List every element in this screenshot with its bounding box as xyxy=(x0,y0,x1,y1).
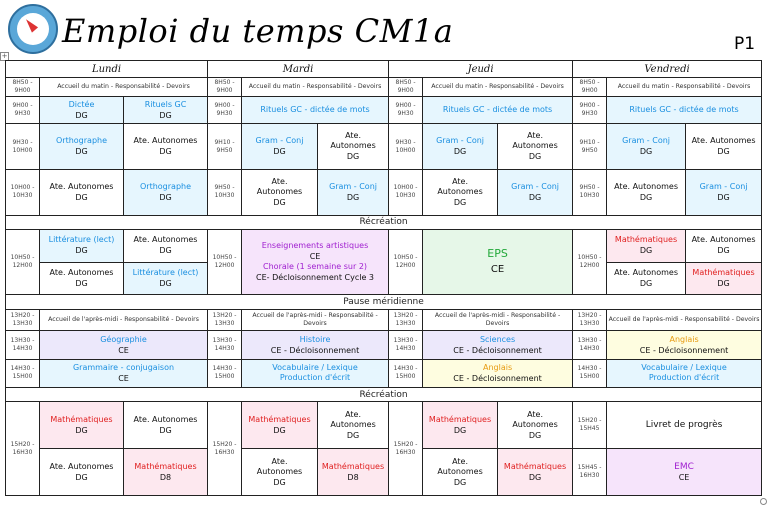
lesson-cell: Rituels GC - dictée de mots xyxy=(607,96,762,123)
subject: Grammaire - conjugaison xyxy=(72,362,175,372)
subject: Ate. Autonomes xyxy=(49,181,114,191)
table-row xyxy=(6,309,762,331)
lesson-cell xyxy=(686,124,762,170)
subject: Mathématiques xyxy=(50,414,113,424)
subject: Ate. Autonomes xyxy=(133,136,198,146)
lesson-cell xyxy=(124,449,208,496)
subject: Autonomes xyxy=(330,419,376,429)
lesson-cell xyxy=(607,359,762,387)
teacher: DG xyxy=(453,425,467,435)
lesson-cell xyxy=(318,124,389,170)
time-cell: 13H30 - 14H30 xyxy=(6,331,40,359)
time-cell: 9H00 - 9H30 xyxy=(208,96,242,123)
lesson-cell xyxy=(607,170,686,216)
time-cell: 13H20 - 13H30 xyxy=(208,309,242,331)
subject: Production d'écrit xyxy=(279,373,351,383)
lesson-cell xyxy=(124,402,208,449)
teacher: DG xyxy=(159,246,172,256)
teacher: DG xyxy=(717,246,730,256)
teacher: DG xyxy=(528,430,542,440)
subject: Ate. Autonomes xyxy=(691,235,756,245)
teacher: DG xyxy=(159,147,172,157)
teacher: DG xyxy=(528,192,542,202)
subject: Ate. Autonomes xyxy=(133,235,198,245)
table-row xyxy=(6,78,762,97)
teacher: DG xyxy=(75,472,88,482)
teacher: DG xyxy=(453,197,467,207)
subject: Histoire xyxy=(299,334,331,344)
lesson-cell xyxy=(124,96,208,123)
subject: Gram - Conj xyxy=(622,136,671,146)
subject: Rituels GC xyxy=(144,99,187,109)
page-number: P1 xyxy=(734,34,756,54)
header xyxy=(0,0,768,60)
accueil-cell: Accueil de l'après-midi - Responsabilité - Devoirs xyxy=(607,309,762,331)
subject: Autonomes xyxy=(512,419,558,429)
teacher: DG xyxy=(528,152,542,162)
time-cell: 8H50 - 9H00 xyxy=(208,78,242,97)
time-cell: 10H50 - 12H00 xyxy=(389,229,423,294)
time-cell: 9H50 - 10H30 xyxy=(573,170,607,216)
subject: Anglais xyxy=(482,362,513,372)
time-cell: 14H30 - 15H00 xyxy=(208,359,242,387)
time-cell: 8H50 - 9H00 xyxy=(573,78,607,97)
teacher: DG xyxy=(75,110,88,120)
teacher: DG xyxy=(75,192,88,202)
lesson-cell xyxy=(242,331,389,359)
subject: Ate. xyxy=(271,176,288,186)
accueil-cell: Accueil de l'après-midi - Responsabilité - Devoirs xyxy=(423,309,573,331)
lesson-cell xyxy=(40,170,124,216)
break-row xyxy=(6,215,762,229)
subject: Livret de progrès xyxy=(645,420,723,431)
time-cell: 9H50 - 10H30 xyxy=(208,170,242,216)
time-cell: 13H30 - 14H30 xyxy=(208,331,242,359)
lesson-cell xyxy=(423,170,498,216)
day-header-jeudi: Jeudi xyxy=(389,61,573,78)
subject: Autonomes xyxy=(512,141,558,151)
time-cell: 13H20 - 13H30 xyxy=(573,309,607,331)
lesson-cell xyxy=(124,124,208,170)
table-row xyxy=(6,124,762,170)
subject: Ate. xyxy=(527,409,544,419)
time-cell: 15H20 - 16H30 xyxy=(389,402,423,496)
lesson-cell xyxy=(40,262,124,295)
teacher: DG xyxy=(453,477,467,487)
table-move-handle-icon[interactable]: + xyxy=(1,52,8,60)
time-cell: 15H45 - 16H30 xyxy=(573,449,607,496)
teacher: DG xyxy=(346,192,360,202)
time-cell: 9H10 - 9H50 xyxy=(208,124,242,170)
teacher: DG xyxy=(75,279,88,288)
teacher: CE - Décloisonnement xyxy=(639,345,729,355)
day-header-mardi: Mardi xyxy=(208,61,389,78)
lesson-cell xyxy=(423,402,498,449)
table-row xyxy=(6,170,762,216)
subject: Mathématiques xyxy=(692,268,755,277)
subject: Ate. xyxy=(452,456,469,466)
accueil-cell: Accueil du matin - Responsabilité - Devoirs xyxy=(423,78,573,97)
teacher: CE - Décloisonnement xyxy=(453,373,542,383)
time-cell: 15H20 - 16H30 xyxy=(208,402,242,496)
teacher: DG xyxy=(346,430,360,440)
table-row xyxy=(6,359,762,387)
subject: Gram - Conj xyxy=(511,181,560,191)
subject: Gram - Conj xyxy=(329,181,377,191)
time-cell: 13H30 - 14H30 xyxy=(573,331,607,359)
lesson-cell xyxy=(423,449,498,496)
subject: Ate. Autonomes xyxy=(133,414,198,424)
table-resize-handle[interactable] xyxy=(760,498,767,505)
time-cell: 13H30 - 14H30 xyxy=(389,331,423,359)
lesson-cell xyxy=(686,229,762,262)
teacher: DG xyxy=(273,425,286,435)
teacher: DG xyxy=(75,425,88,435)
teacher: CE- Décloisonnement Cycle 3 xyxy=(256,273,375,283)
lesson-cell xyxy=(242,359,389,387)
lesson-cell: Rituels GC - dictée de mots xyxy=(242,96,389,123)
teacher: DG xyxy=(75,147,88,157)
subject: Littérature (lect) xyxy=(48,235,115,245)
subject: Ate. Autonomes xyxy=(49,461,114,471)
time-cell: 9H30 - 10H00 xyxy=(389,124,423,170)
accueil-cell: Accueil de l'après-midi - Responsabilité - Devoirs xyxy=(40,309,208,331)
time-cell: 8H50 - 9H00 xyxy=(389,78,423,97)
subject: Sciences xyxy=(479,334,516,344)
page-title: Emploi du temps CM1a xyxy=(62,12,454,50)
time-cell: 14H30 - 15H00 xyxy=(573,359,607,387)
pause-label: Pause méridienne xyxy=(6,295,762,309)
lesson-cell xyxy=(40,449,124,496)
table-row xyxy=(6,449,762,496)
teacher: DG xyxy=(273,477,286,487)
subject: Orthographe xyxy=(139,181,192,191)
time-cell: 14H30 - 15H00 xyxy=(389,359,423,387)
teacher: DG xyxy=(639,192,653,202)
lesson-cell xyxy=(40,331,208,359)
lesson-cell xyxy=(607,124,686,170)
subject: Gram - Conj xyxy=(436,136,485,146)
time-cell: 10H50 - 12H00 xyxy=(6,229,40,294)
teacher: DG xyxy=(528,472,542,482)
teacher: CE xyxy=(309,252,321,262)
time-cell: 15H20 - 16H30 xyxy=(6,402,40,496)
lesson-cell xyxy=(423,229,573,294)
teacher: CE - Décloisonnement xyxy=(270,345,360,355)
day-header-lundi: Lundi xyxy=(6,61,208,78)
subject: Dictée xyxy=(68,99,95,109)
teacher: DG xyxy=(159,425,172,435)
lesson-cell xyxy=(124,170,208,216)
lesson-cell xyxy=(318,170,389,216)
subject: Ate. xyxy=(527,131,544,141)
lesson-cell xyxy=(124,229,208,262)
subject: Autonomes xyxy=(330,141,376,151)
accueil-cell: Accueil du matin - Responsabilité - Devoirs xyxy=(607,78,762,97)
recreation-label: Récréation xyxy=(6,215,762,229)
lesson-cell xyxy=(607,331,762,359)
table-row xyxy=(6,96,762,123)
subject: Mathématiques xyxy=(248,414,311,424)
subject: Vocabulaire / Lexique xyxy=(272,363,358,373)
teacher: DG xyxy=(717,279,730,288)
subject: Chorale (1 semaine sur 2) xyxy=(263,262,368,272)
subject: Autonomes xyxy=(437,466,483,476)
subject: Ate. xyxy=(345,409,361,419)
lesson-cell xyxy=(498,449,573,496)
subject: Orthographe xyxy=(55,136,108,146)
lesson-cell xyxy=(242,449,318,496)
time-cell: 10H00 - 10H30 xyxy=(6,170,40,216)
lesson-cell xyxy=(40,96,124,123)
teacher: DG xyxy=(159,279,172,288)
lesson-cell xyxy=(242,402,318,449)
subject: Autonomes xyxy=(437,186,483,196)
subject: Anglais xyxy=(669,334,699,344)
subject: EMC xyxy=(674,461,694,472)
time-cell: 14H30 - 15H00 xyxy=(6,359,40,387)
table-row xyxy=(6,331,762,359)
lesson-cell xyxy=(242,170,318,216)
subject: EPS xyxy=(487,247,508,261)
teacher: CE xyxy=(118,373,129,383)
table-row xyxy=(6,402,762,449)
subject: Ate. Autonomes xyxy=(49,268,114,277)
lesson-cell: Rituels GC - dictée de mots xyxy=(423,96,573,123)
lesson-cell xyxy=(40,124,124,170)
lesson-cell xyxy=(423,359,573,387)
time-cell: 13H20 - 13H30 xyxy=(6,309,40,331)
teacher: DG xyxy=(717,147,730,157)
time-cell: 13H20 - 13H30 xyxy=(389,309,423,331)
subject: Mathématiques xyxy=(134,461,197,471)
subject: Production d'écrit xyxy=(648,373,720,383)
teacher: CE xyxy=(118,345,129,355)
subject: Autonomes xyxy=(256,466,303,476)
time-cell: 15H20 - 15H45 xyxy=(573,402,607,449)
day-header-row xyxy=(6,61,762,78)
teacher: DG xyxy=(273,147,286,157)
teacher: CE xyxy=(490,264,505,276)
lesson-cell xyxy=(40,229,124,262)
time-cell: 8H50 - 9H00 xyxy=(6,78,40,97)
teacher: CE xyxy=(678,472,690,482)
teacher: D8 xyxy=(159,472,172,482)
subject: Mathématiques xyxy=(321,461,385,471)
teacher: DG xyxy=(639,147,653,157)
subject: Ate. Autonomes xyxy=(614,181,678,191)
lesson-cell xyxy=(242,229,389,294)
teacher: DG xyxy=(717,192,730,202)
lesson-cell xyxy=(607,402,762,449)
time-cell: 10H50 - 12H00 xyxy=(208,229,242,294)
lesson-cell xyxy=(318,402,389,449)
subject: Autonomes xyxy=(256,186,303,196)
lesson-cell xyxy=(686,170,762,216)
lesson-cell xyxy=(498,124,573,170)
teacher: DG xyxy=(453,147,467,157)
lesson-cell xyxy=(607,229,686,262)
break-row xyxy=(6,388,762,402)
lesson-cell xyxy=(242,124,318,170)
table-row xyxy=(6,229,762,262)
lesson-cell xyxy=(40,359,208,387)
accueil-cell: Accueil de l'après-midi - Responsabilité - Devoirs xyxy=(242,309,389,331)
subject: Mathématiques xyxy=(503,461,567,471)
lesson-cell xyxy=(40,402,124,449)
lesson-cell xyxy=(318,449,389,496)
accueil-cell: Accueil du matin - Responsabilité - Devoirs xyxy=(242,78,389,97)
time-cell: 9H30 - 10H00 xyxy=(6,124,40,170)
time-cell: 9H00 - 9H30 xyxy=(6,96,40,123)
lesson-cell xyxy=(686,262,762,295)
subject: Gram - Conj xyxy=(699,181,748,191)
teacher: DG xyxy=(159,192,172,202)
lesson-cell xyxy=(607,262,686,295)
time-cell: 10H00 - 10H30 xyxy=(389,170,423,216)
teacher: DG xyxy=(639,279,653,288)
teacher: D8 xyxy=(347,472,359,482)
subject: Ate. Autonomes xyxy=(614,268,678,277)
subject: Ate. xyxy=(271,456,288,466)
day-header-vendredi: Vendredi xyxy=(573,61,762,78)
lesson-cell xyxy=(423,331,573,359)
lesson-cell xyxy=(498,402,573,449)
subject: Ate. xyxy=(452,176,469,186)
subject: Littérature (lect) xyxy=(132,268,199,277)
subject: Gram - Conj xyxy=(255,136,304,146)
compass-icon xyxy=(8,4,58,54)
recreation-label: Récréation xyxy=(6,388,762,402)
time-cell: 9H00 - 9H30 xyxy=(389,96,423,123)
accueil-cell: Accueil du matin - Responsabilité - Devoirs xyxy=(40,78,208,97)
timetable xyxy=(5,60,762,496)
subject: Mathématiques xyxy=(428,414,492,424)
teacher: CE - Décloisonnement xyxy=(453,345,542,355)
subject: Vocabulaire / Lexique xyxy=(641,363,727,373)
subject: Géographie xyxy=(100,334,147,344)
time-cell: 9H10 - 9H50 xyxy=(573,124,607,170)
time-cell: 10H50 - 12H00 xyxy=(573,229,607,294)
teacher: DG xyxy=(75,246,88,256)
subject: Ate. Autonomes xyxy=(691,136,756,146)
lesson-cell xyxy=(423,124,498,170)
subject: Ate. xyxy=(345,131,361,141)
lesson-cell xyxy=(124,262,208,295)
teacher: DG xyxy=(273,197,286,207)
teacher: DG xyxy=(159,110,172,120)
subject: Mathématiques xyxy=(614,235,678,245)
time-cell: 9H00 - 9H30 xyxy=(573,96,607,123)
break-row xyxy=(6,295,762,309)
teacher: DG xyxy=(639,246,653,256)
lesson-cell xyxy=(607,449,762,496)
subject: Enseignements artistiques xyxy=(261,241,369,251)
lesson-cell xyxy=(498,170,573,216)
teacher: DG xyxy=(346,152,360,162)
